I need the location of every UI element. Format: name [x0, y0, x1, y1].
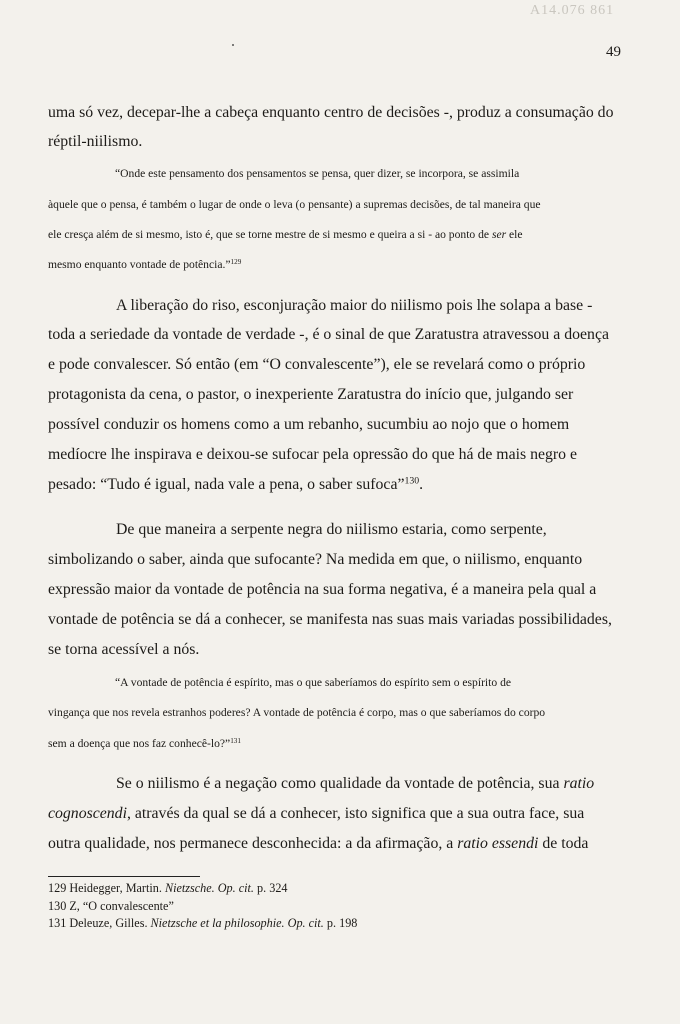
paragraph-line: e pode convalescer. Só então (em “O convalescente”), ele se revelará como o próprio — [48, 356, 586, 373]
paragraph-line — [48, 835, 588, 853]
paragraph-text: . — [419, 476, 424, 493]
paragraph-line: protagonista da cena, o pastor, o inexperiente Zaratustra do início que, julgando ser — [48, 386, 574, 403]
quote-line: àquele que o pensa, é também o lugar de onde o leva (o pensante) a supremas decisões, de tal maneira que — [48, 198, 541, 211]
footnote — [48, 916, 357, 931]
footnote-number: 129 — [48, 881, 67, 895]
paragraph-line: uma só vez, decepar-lhe a cabeça enquanto centro de decisões -, produz a consumação do — [48, 104, 614, 121]
footnote-text: p. 198 — [323, 916, 358, 930]
paragraph-text: outra qualidade, nos permanece desconhecida: a da afirmação, a — [48, 835, 458, 852]
footnote-text: Z, “O convalescente” — [66, 899, 174, 913]
paragraph-line: vontade de potência se dá a conhecer, se manifesta nas suas mais variadas possibilidades, — [48, 611, 612, 628]
paragraph-line: se torna acessível a nós. — [48, 641, 200, 658]
paragraph-emphasis: cognoscendi — [48, 805, 127, 822]
pencil-annotation: A14.076 861 — [530, 3, 615, 18]
footnote-separator — [48, 876, 200, 877]
quote-line: “A vontade de potência é espírito, mas o que saberíamos do espírito sem o espírito de — [115, 676, 512, 689]
paragraph-line: possível conduzir os homens como a um rebanho, sucumbiu ao nojo que o homem — [48, 416, 570, 433]
paragraph-line: A liberação do riso, esconjuração maior do niilismo pois lhe solapa a base - — [116, 297, 593, 314]
paragraph-line: toda a seriedade da vontade de verdade -, é o sinal de que Zaratustra atravessou a doença — [48, 326, 609, 343]
quote-line: “Onde este pensamento dos pensamentos se pensa, quer dizer, se incorpora, se assimila — [115, 167, 520, 180]
footnote-ref: 131 — [230, 737, 241, 746]
quote-text: sem a doença que nos faz conhecê-lo?” — [48, 737, 231, 750]
footnote — [48, 899, 174, 914]
quote-line: vingança que nos revela estranhos poderes? A vontade de potência é corpo, mas o que saberíamos do corpo — [48, 706, 546, 719]
paragraph-line — [116, 775, 594, 793]
paragraph-line: De que maneira a serpente negra do niilismo estaria, como serpente, — [116, 521, 547, 538]
speck — [232, 44, 234, 46]
footnote-text: Heidegger, Martin. — [66, 881, 165, 895]
footnote-title: Nietzsche et la philosophie. Op. cit. — [150, 916, 324, 930]
paragraph-line: medíocre lhe inspirava e deixou-se sufocar pela opressão do que há de mais negro e — [48, 446, 577, 463]
paragraph-line — [48, 476, 423, 494]
page-number: 49 — [606, 44, 621, 60]
paragraph-text: pesado: “Tudo é igual, nada vale a pena, o saber sufoca” — [48, 476, 405, 493]
paragraph-text: , através da qual se dá a conhecer, isto significa que a sua outra face, sua — [126, 805, 585, 822]
quote-text: ele cresça além de si mesmo, isto é, que se torne mestre de si mesmo e queira a si - ao ponto de — [48, 228, 492, 241]
paragraph-emphasis: ratio — [563, 775, 595, 792]
quote-text: ele — [506, 228, 523, 241]
footnote-text: Deleuze, Gilles. — [66, 916, 151, 930]
quote-emphasis: ser — [491, 228, 507, 241]
footnote-text: p. 324 — [253, 881, 288, 895]
footnote — [48, 881, 288, 896]
paragraph-line — [48, 805, 584, 823]
footnote-title: Nietzsche. Op. cit. — [164, 881, 254, 895]
paragraph-text: Se o niilismo é a negação como qualidade da vontade de potência, sua — [116, 775, 564, 792]
quote-text: mesmo enquanto vontade de potência.” — [48, 258, 231, 271]
paragraph-emphasis: ratio essendi — [457, 835, 539, 852]
paragraph-line: expressão maior da vontade de potência na sua forma negativa, é a maneira pela qual a — [48, 581, 597, 598]
footnote-ref: 129 — [230, 258, 242, 267]
paragraph-line: simbolizando o saber, ainda que sufocante? Na medida em que, o niilismo, enquanto — [48, 551, 583, 568]
footnote-number: 130 — [48, 899, 67, 913]
paragraph-line: réptil-niilismo. — [48, 133, 143, 150]
footnote-number: 131 — [48, 916, 67, 930]
footnote-ref: 130 — [404, 475, 420, 487]
paragraph-text: de toda — [538, 835, 589, 852]
quote-line — [48, 258, 241, 271]
quote-line — [48, 737, 241, 750]
quote-line — [48, 228, 523, 241]
